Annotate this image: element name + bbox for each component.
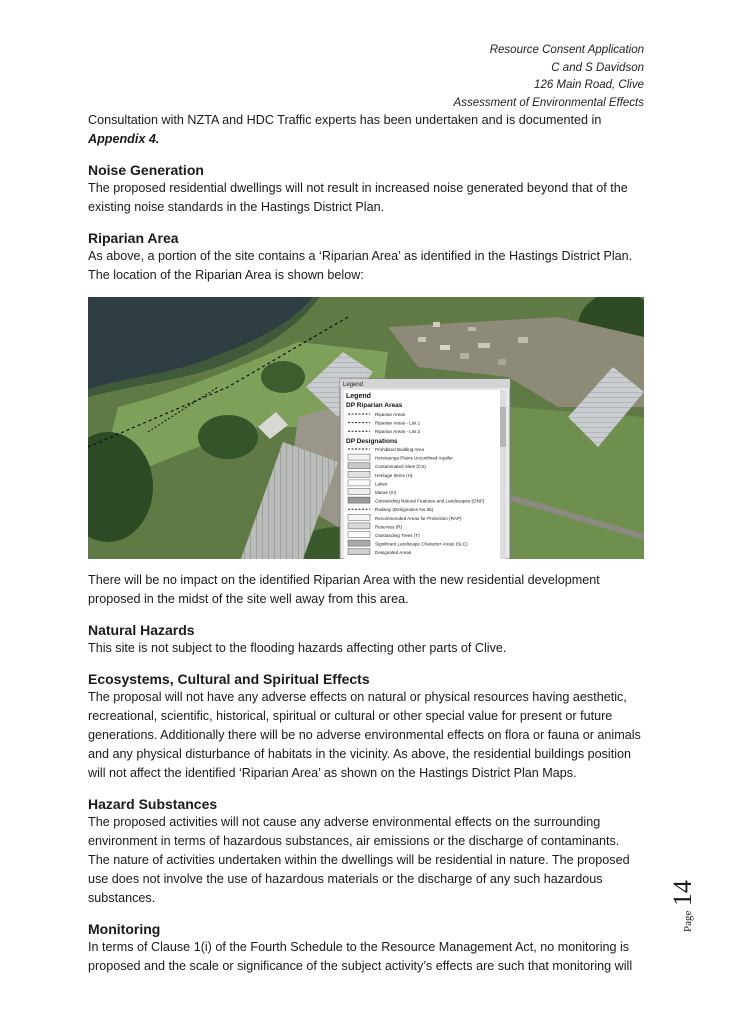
intro-paragraph [88, 111, 644, 149]
legend-item-label: Heretaunga Plains Unconfined Aquifer [375, 455, 453, 461]
legend-symbol [348, 454, 370, 460]
legend-item-label: Outstanding Trees (T) [375, 533, 420, 538]
legend-symbol [348, 471, 370, 477]
legend-item-label: Outstanding Natural Features and Landscapes (ONF) [375, 498, 485, 504]
legend-item-label: Railway (Designation No.55) [375, 507, 434, 513]
noise-paragraph: The proposed residential dwellings will not result in increased noise generated beyond that of the existing noise standards in the Hastings District Plan. [88, 181, 628, 214]
noise-heading: Noise Generation [88, 162, 204, 178]
header-line-3: 126 Main Road, Clive [534, 79, 644, 91]
hazard-substances-paragraph: The proposed activities will not cause any adverse environmental effects on the surrounding environment in terms of hazardous substances, air emissions or the discharge of contaminants. The nature of activities undertaken within the dwellings will be residential in nature. The proposed use does not involve the use of hazardous materials or the discharge of any such hazardous substances. [88, 815, 630, 905]
appendix-reference: Appendix 4. [88, 132, 160, 146]
legend-group-riparian: DP Riparian Areas [346, 402, 403, 409]
legend-item-label: Riparian Areas - List 2 [375, 429, 421, 435]
legend-symbol [348, 540, 370, 546]
legend-item-label: Prohibited Building Area [375, 447, 425, 452]
document-header [454, 42, 644, 112]
legend-symbol [348, 549, 370, 555]
monitoring-heading: Monitoring [88, 921, 161, 937]
page-number-footer [668, 862, 698, 932]
legend-symbol [348, 514, 370, 520]
legend-item-label: Reserves (R) [375, 524, 403, 530]
legend-item-label: Recommended Areas for Protection (RAP) [375, 515, 462, 521]
legend-item-label: Heritage Items (H) [375, 472, 413, 478]
legend-symbol [348, 497, 370, 503]
natural-hazards-heading: Natural Hazards [88, 622, 195, 638]
legend-symbol [348, 523, 370, 529]
riparian-paragraph: As above, a portion of the site contains a ‘Riparian Area’ as identified in the Hastings District Plan. The location of the Riparian Area is shown below: [88, 249, 633, 282]
legend-item-label: Riparian Areas [375, 412, 406, 417]
riparian-impact-paragraph: There will be no impact on the identified Riparian Area with the new residential development proposed in the midst of the site well away from this area. [88, 573, 600, 606]
legend-item-label: Contaminated Sites (CS) [375, 464, 426, 470]
page-label: Page [682, 910, 694, 932]
natural-hazards-paragraph: This site is not subject to the flooding hazards affecting other parts of Clive. [88, 641, 507, 655]
legend-symbol [348, 463, 370, 469]
hazard-substances-heading: Hazard Substances [88, 796, 218, 812]
legend-window-title: Legend [343, 382, 364, 388]
legend-item-label: Significant Landscape Character Areas (SLC) [375, 541, 468, 547]
legend-item-label: Marae (m) [375, 490, 397, 495]
aerial-map-figure [88, 297, 644, 559]
map-legend-panel [340, 379, 510, 559]
legend-symbol [348, 532, 370, 538]
legend-title: Legend [346, 393, 371, 400]
legend-group-designations: DP Designations [346, 438, 398, 445]
header-line-2: C and S Davidson [551, 61, 644, 74]
intro-text: Consultation with NZTA and HDC Traffic experts has been undertaken and is documented in [88, 113, 602, 127]
legend-item-label: Riparian Areas - List 1 [375, 420, 421, 426]
ecosystems-paragraph: The proposal will not have any adverse effects on natural or physical resources having aesthetic, recreational, scientific, historical, spiritual or cultural or other special value for present or future generations. Additionally there will be no adverse environmental effects on flora or fauna or animals and any physical disturbance of habitats in the vicinity. As above, the residential buildings position will not affect the identified ‘Riparian Area’ as shown on the Hastings District Plan Maps. [88, 690, 641, 780]
header-line-1: Resource Consent Application [489, 44, 644, 56]
header-line-4: Assessment of Environmental Effects [453, 96, 644, 109]
document-body [88, 111, 644, 976]
legend-symbol [348, 480, 370, 486]
page-number: 14 [668, 880, 697, 907]
legend-symbol [348, 489, 370, 495]
riparian-heading: Riparian Area [88, 230, 179, 246]
legend-item-label: Lakes [375, 481, 388, 487]
monitoring-paragraph: In terms of Clause 1(i) of the Fourth Schedule to the Resource Management Act, no monitoring is proposed and the scale or significance of the subject activity’s effects are such that monitoring will [88, 940, 633, 973]
ecosystems-heading: Ecosystems, Cultural and Spiritual Effects [88, 671, 370, 687]
legend-item-label: Designated Areas [375, 550, 412, 556]
